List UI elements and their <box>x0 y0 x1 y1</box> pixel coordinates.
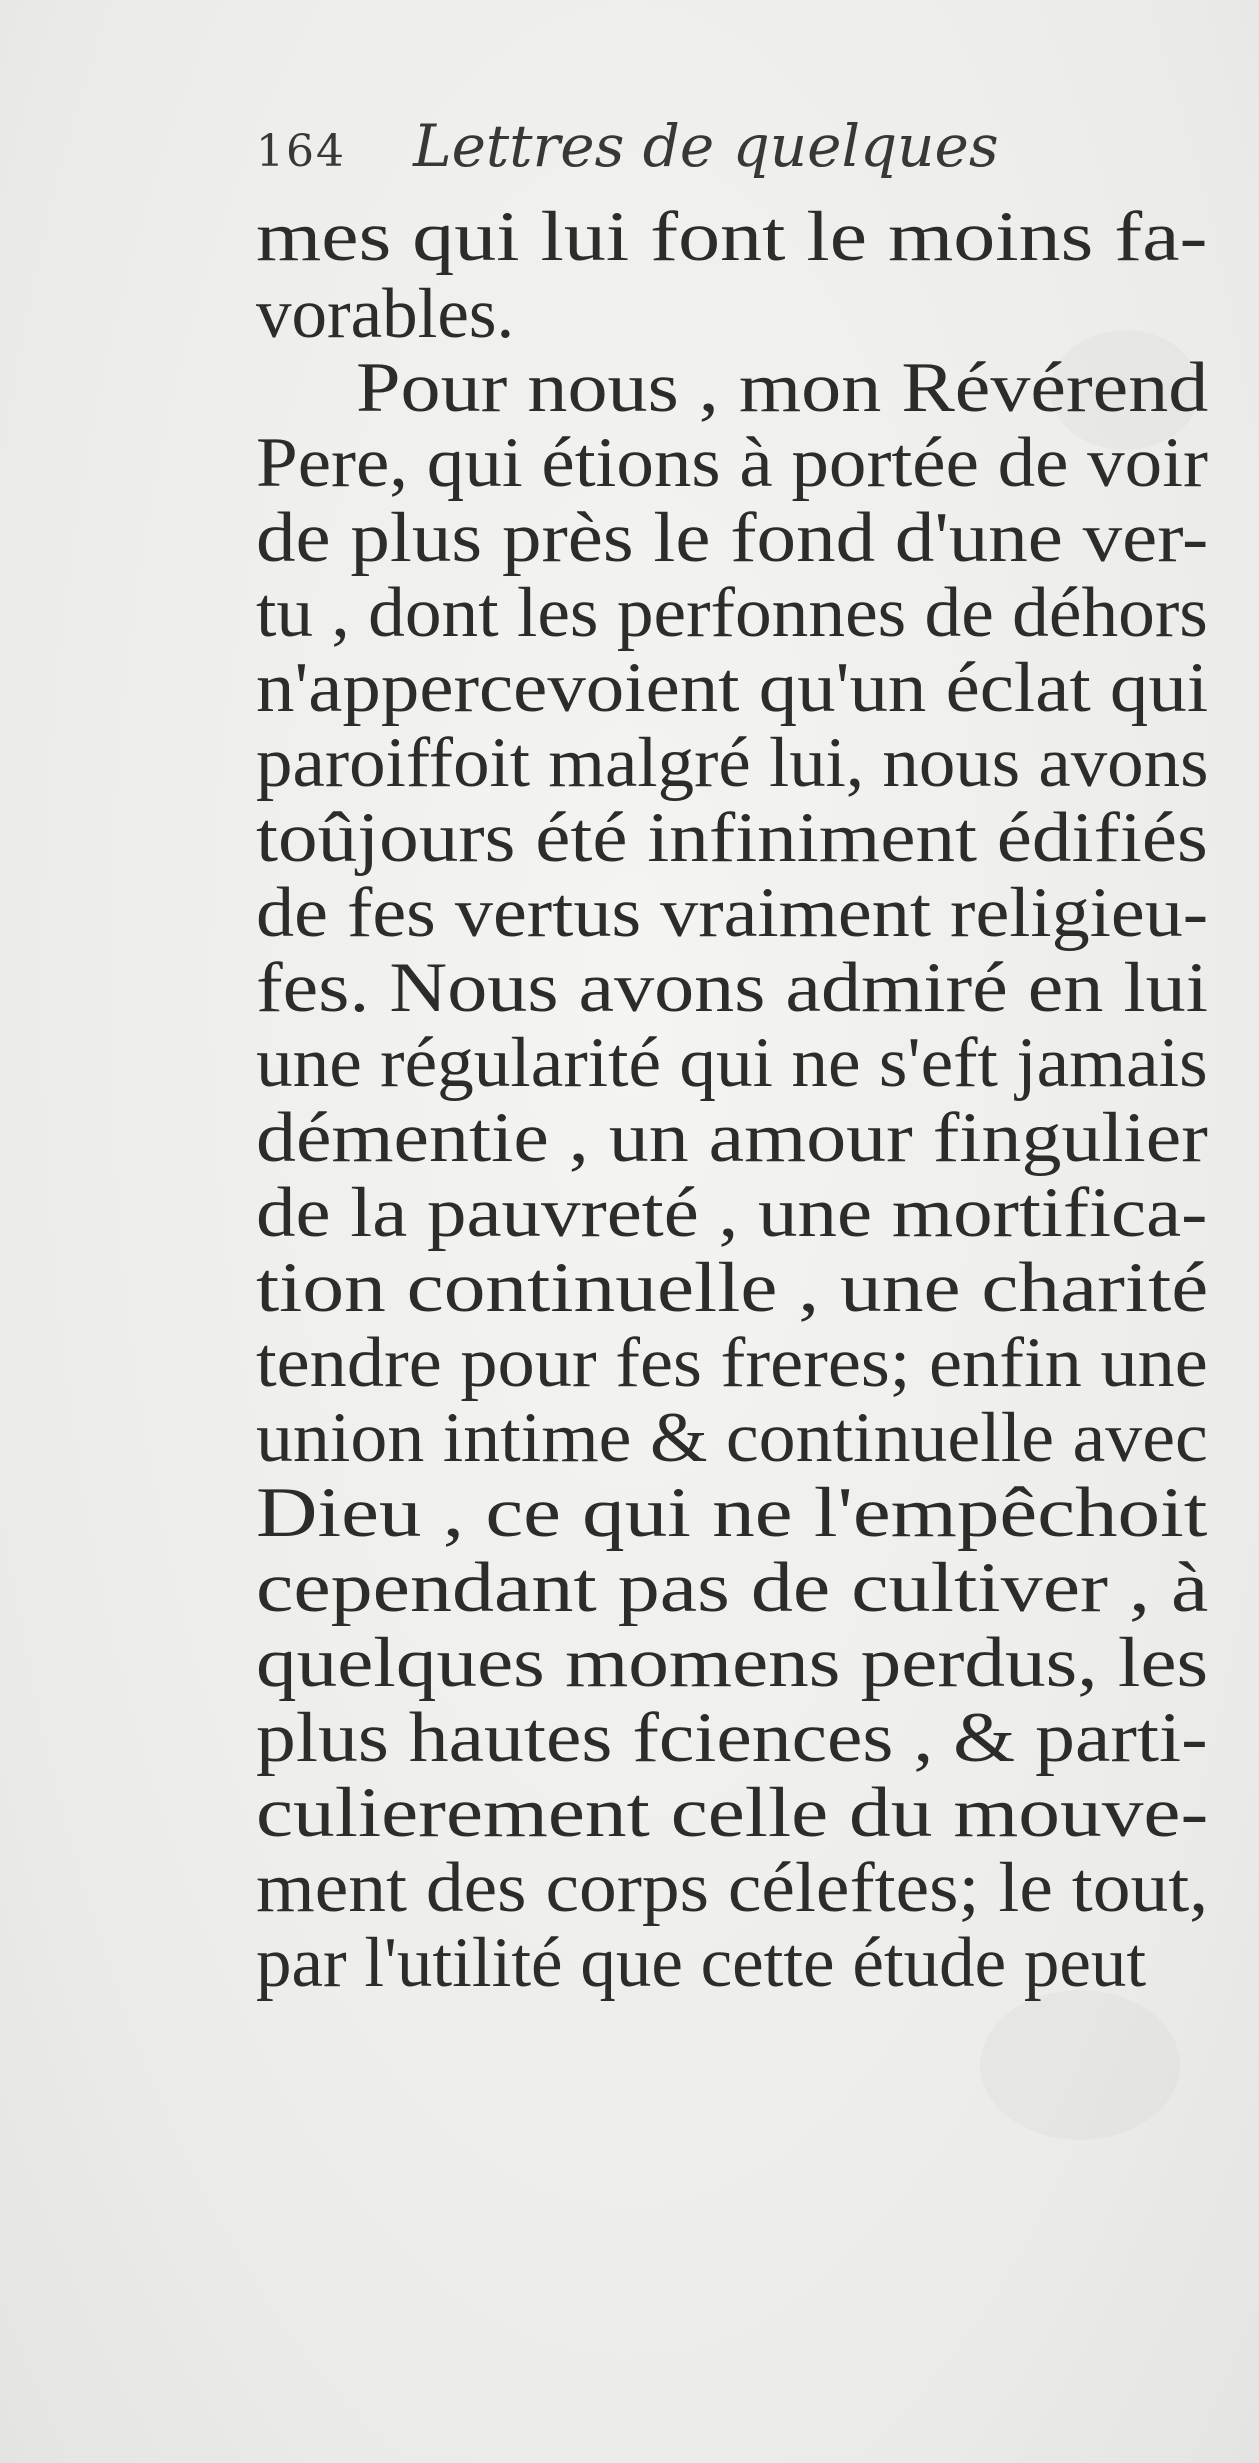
text-line: de fes vertus vraiment religieu- <box>256 874 1209 952</box>
text-line: vorables. <box>256 275 515 353</box>
text-line: union intime & continuelle avec <box>256 1399 1208 1477</box>
running-title: Lettres de quelques <box>413 112 999 180</box>
text-line: une régularité qui ne s'eft jamais <box>256 1024 1208 1102</box>
text-line: quelques momens perdus, les <box>256 1624 1209 1702</box>
text-line: par l'utilité que cette étude peut <box>256 1924 1147 2002</box>
text-line: culierement celle du mouve- <box>256 1774 1209 1852</box>
text-line: n'appercevoient qu'un éclat qui <box>256 649 1209 727</box>
text-line: paroiffoit malgré lui, nous avons <box>256 724 1209 802</box>
text-line: démentie , un amour fingulier <box>256 1099 1208 1177</box>
text-line: fes. Nous avons admiré en lui <box>256 949 1208 1027</box>
text-line: mes qui lui font le moins fa- <box>256 198 1208 276</box>
text-line: tendre pour fes freres; enfin une <box>256 1324 1208 1402</box>
text-line: tu , dont les perfonnes de déhors <box>256 574 1208 652</box>
text-line: Dieu , ce qui ne l'empêchoit <box>256 1474 1208 1552</box>
text-line: Pour nous , mon Révérend <box>356 349 1209 427</box>
text-line: de plus près le fond d'une ver- <box>256 499 1209 577</box>
running-header <box>256 112 999 180</box>
text-line: cependant pas de cultiver , à <box>256 1549 1209 1627</box>
text-line: Pere, qui étions à portée de voir <box>256 424 1209 502</box>
text-line: tion continuelle , une charité <box>256 1249 1209 1327</box>
text-line: toûjours été infiniment édifiés <box>256 799 1208 877</box>
text-line: de la pauvreté , une mortifica- <box>256 1174 1208 1252</box>
page-number: 164 <box>256 126 346 177</box>
paper-stain <box>980 1990 1180 2140</box>
text-line: ment des corps céleftes; le tout, <box>256 1849 1209 1927</box>
text-line: plus hautes fciences , & parti- <box>256 1699 1208 1777</box>
